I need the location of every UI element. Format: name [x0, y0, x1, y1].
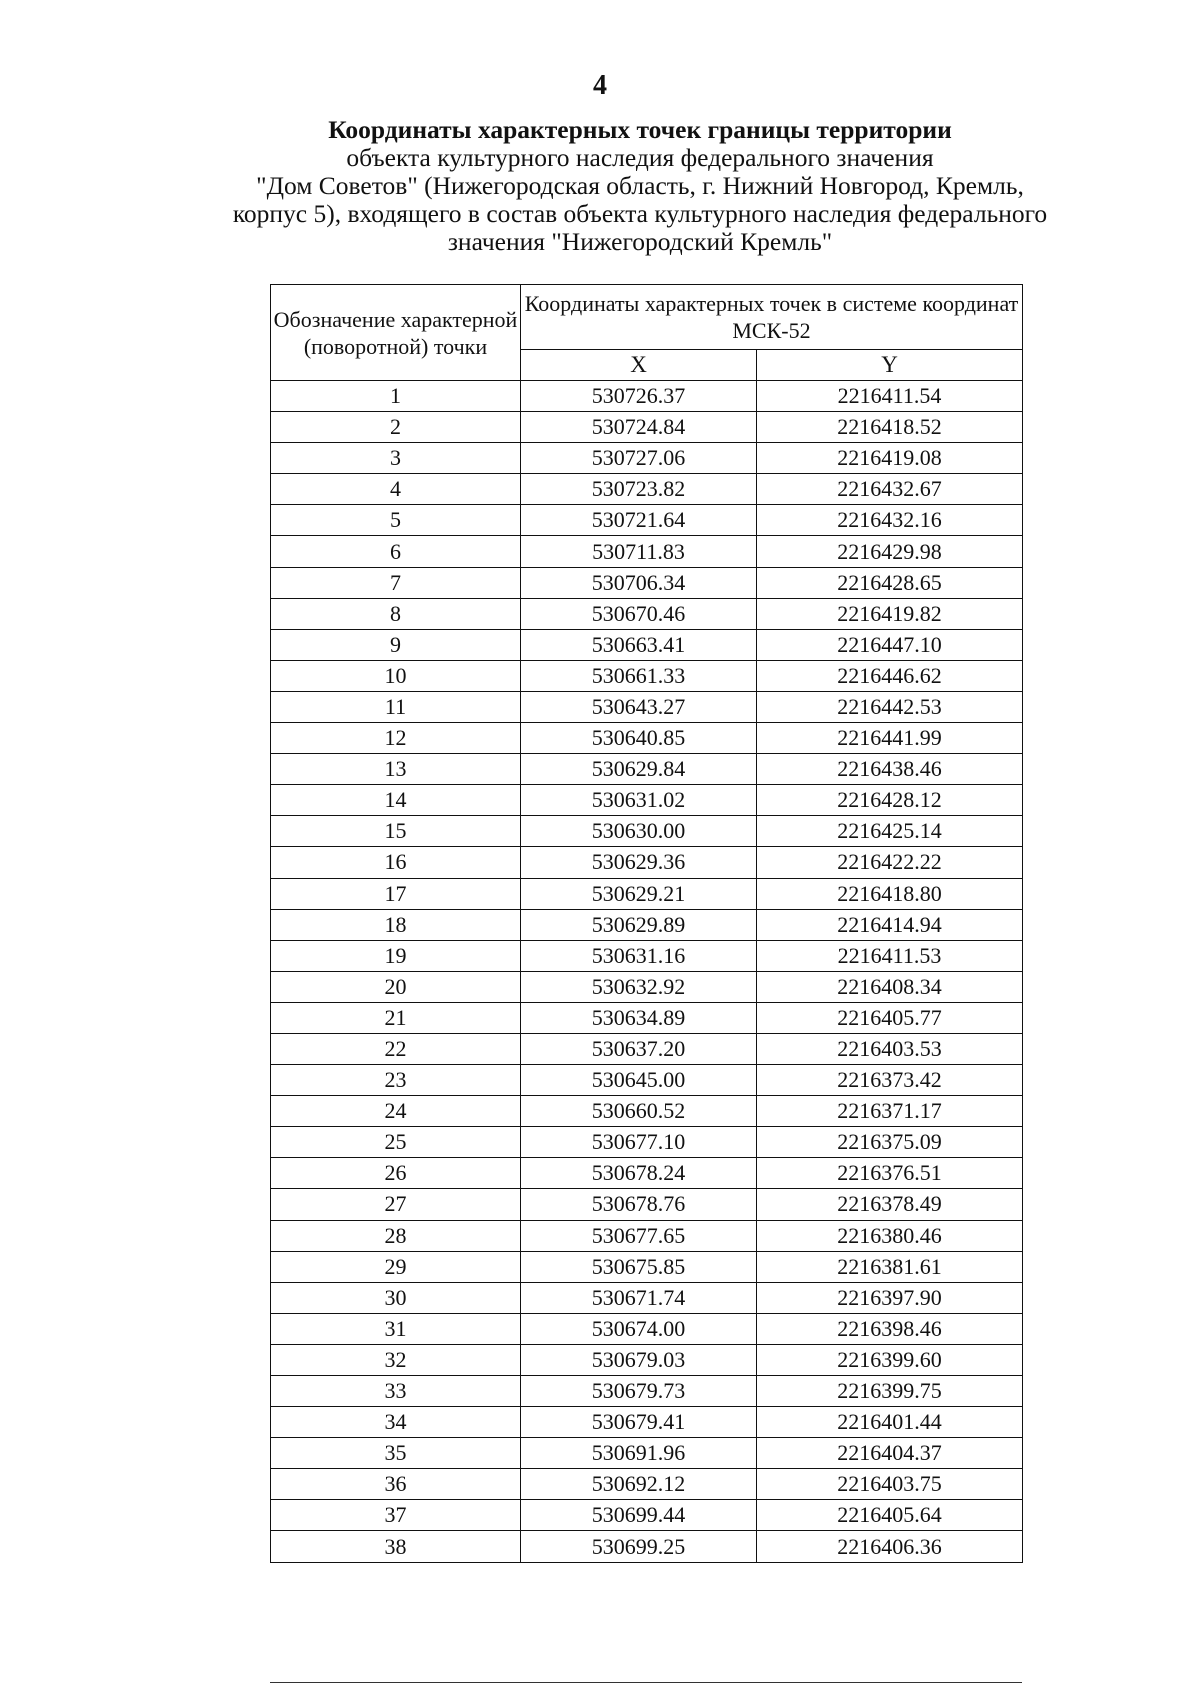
point-number-cell: 16	[271, 847, 521, 878]
point-number-cell: 23	[271, 1065, 521, 1096]
y-coordinate-cell: 2216399.60	[757, 1344, 1023, 1375]
x-coordinate-cell: 530629.84	[521, 754, 757, 785]
table-row	[271, 971, 1023, 1002]
page-number: 4	[593, 70, 607, 101]
point-number-cell: 10	[271, 660, 521, 691]
x-coordinate-cell: 530632.92	[521, 971, 757, 1002]
table-row	[271, 598, 1023, 629]
y-coordinate-cell: 2216422.22	[757, 847, 1023, 878]
y-coordinate-cell: 2216425.14	[757, 816, 1023, 847]
x-coordinate-cell: 530679.03	[521, 1344, 757, 1375]
table-row	[271, 505, 1023, 536]
table-row	[271, 1096, 1023, 1127]
table-row	[271, 1344, 1023, 1375]
point-number-cell: 28	[271, 1220, 521, 1251]
point-number-cell: 37	[271, 1500, 521, 1531]
x-coordinate-cell: 530721.64	[521, 505, 757, 536]
point-number-cell: 24	[271, 1096, 521, 1127]
point-number-cell: 27	[271, 1189, 521, 1220]
y-coordinate-cell: 2216376.51	[757, 1158, 1023, 1189]
table-row	[271, 1376, 1023, 1407]
y-coordinate-cell: 2216375.09	[757, 1127, 1023, 1158]
point-number-cell: 5	[271, 505, 521, 536]
point-number-cell: 34	[271, 1407, 521, 1438]
coordinates-table	[270, 284, 1023, 1563]
x-coordinate-cell: 530706.34	[521, 567, 757, 598]
y-coordinate-cell: 2216418.52	[757, 412, 1023, 443]
x-coordinate-cell: 530675.85	[521, 1251, 757, 1282]
point-number-cell: 22	[271, 1033, 521, 1064]
table-row	[271, 1500, 1023, 1531]
point-number-cell: 9	[271, 629, 521, 660]
y-coordinate-cell: 2216419.82	[757, 598, 1023, 629]
x-coordinate-cell: 530711.83	[521, 536, 757, 567]
y-coordinate-cell: 2216406.36	[757, 1531, 1023, 1562]
title-bold-line: Координаты характерных точек границы территории	[328, 115, 952, 144]
y-coordinate-cell: 2216373.42	[757, 1065, 1023, 1096]
table-row	[271, 381, 1023, 412]
table-row	[271, 940, 1023, 971]
point-number-cell: 13	[271, 754, 521, 785]
x-coordinate-cell: 530691.96	[521, 1438, 757, 1469]
x-coordinate-cell: 530637.20	[521, 1033, 757, 1064]
y-coordinate-cell: 2216404.37	[757, 1438, 1023, 1469]
point-number-cell: 35	[271, 1438, 521, 1469]
x-coordinate-cell: 530629.89	[521, 909, 757, 940]
point-number-cell: 18	[271, 909, 521, 940]
y-coordinate-cell: 2216447.10	[757, 629, 1023, 660]
x-coordinate-cell: 530677.10	[521, 1127, 757, 1158]
y-coordinate-cell: 2216405.77	[757, 1002, 1023, 1033]
document-title	[180, 116, 1100, 256]
point-number-cell: 29	[271, 1251, 521, 1282]
table-row	[271, 878, 1023, 909]
table-row	[271, 1127, 1023, 1158]
header-y: Y	[757, 350, 1023, 381]
table-row	[271, 1002, 1023, 1033]
x-coordinate-cell: 530724.84	[521, 412, 757, 443]
x-coordinate-cell: 530629.21	[521, 878, 757, 909]
table-row	[271, 754, 1023, 785]
point-number-cell: 6	[271, 536, 521, 567]
point-number-cell: 1	[271, 381, 521, 412]
x-coordinate-cell: 530630.00	[521, 816, 757, 847]
x-coordinate-cell: 530671.74	[521, 1282, 757, 1313]
table-row	[271, 785, 1023, 816]
y-coordinate-cell: 2216405.64	[757, 1500, 1023, 1531]
point-number-cell: 31	[271, 1313, 521, 1344]
y-coordinate-cell: 2216428.12	[757, 785, 1023, 816]
y-coordinate-cell: 2216418.80	[757, 878, 1023, 909]
table-row	[271, 1407, 1023, 1438]
x-coordinate-cell: 530678.24	[521, 1158, 757, 1189]
header-point-designation: Обозначение характерной (поворотной) точки	[271, 285, 521, 381]
y-coordinate-cell: 2216399.75	[757, 1376, 1023, 1407]
point-number-cell: 2	[271, 412, 521, 443]
y-coordinate-cell: 2216441.99	[757, 723, 1023, 754]
x-coordinate-cell: 530660.52	[521, 1096, 757, 1127]
table-row	[271, 1438, 1023, 1469]
table-row	[271, 1189, 1023, 1220]
table-body	[271, 381, 1023, 1563]
y-coordinate-cell: 2216429.98	[757, 536, 1023, 567]
y-coordinate-cell: 2216403.53	[757, 1033, 1023, 1064]
bottom-divider	[270, 1682, 1022, 1683]
y-coordinate-cell: 2216414.94	[757, 909, 1023, 940]
y-coordinate-cell: 2216381.61	[757, 1251, 1023, 1282]
x-coordinate-cell: 530679.41	[521, 1407, 757, 1438]
y-coordinate-cell: 2216408.34	[757, 971, 1023, 1002]
point-number-cell: 11	[271, 691, 521, 722]
y-coordinate-cell: 2216378.49	[757, 1189, 1023, 1220]
table-row	[271, 816, 1023, 847]
point-number-cell: 21	[271, 1002, 521, 1033]
x-coordinate-cell: 530634.89	[521, 1002, 757, 1033]
point-number-cell: 14	[271, 785, 521, 816]
table-row	[271, 723, 1023, 754]
x-coordinate-cell: 530631.16	[521, 940, 757, 971]
table-row	[271, 1251, 1023, 1282]
y-coordinate-cell: 2216442.53	[757, 691, 1023, 722]
table-row	[271, 1282, 1023, 1313]
table-row	[271, 1033, 1023, 1064]
x-coordinate-cell: 530699.44	[521, 1500, 757, 1531]
table-row	[271, 536, 1023, 567]
table-row	[271, 1469, 1023, 1500]
y-coordinate-cell: 2216398.46	[757, 1313, 1023, 1344]
table-row	[271, 474, 1023, 505]
y-coordinate-cell: 2216371.17	[757, 1096, 1023, 1127]
point-number-cell: 36	[271, 1469, 521, 1500]
x-coordinate-cell: 530640.85	[521, 723, 757, 754]
x-coordinate-cell: 530661.33	[521, 660, 757, 691]
x-coordinate-cell: 530631.02	[521, 785, 757, 816]
point-number-cell: 4	[271, 474, 521, 505]
title-line: объекта культурного наследия федерального значения	[346, 143, 934, 172]
y-coordinate-cell: 2216397.90	[757, 1282, 1023, 1313]
y-coordinate-cell: 2216438.46	[757, 754, 1023, 785]
table-row	[271, 1220, 1023, 1251]
table-row	[271, 412, 1023, 443]
x-coordinate-cell: 530679.73	[521, 1376, 757, 1407]
y-coordinate-cell: 2216428.65	[757, 567, 1023, 598]
point-number-cell: 30	[271, 1282, 521, 1313]
point-number-cell: 12	[271, 723, 521, 754]
y-coordinate-cell: 2216411.54	[757, 381, 1023, 412]
title-line: значения "Нижегородский Кремль"	[447, 227, 833, 256]
title-line: "Дом Советов" (Нижегородская область, г. Нижний Новгород, Кремль,	[256, 171, 1024, 200]
header-x: X	[521, 350, 757, 381]
point-number-cell: 20	[271, 971, 521, 1002]
x-coordinate-cell: 530670.46	[521, 598, 757, 629]
point-number-cell: 33	[271, 1376, 521, 1407]
x-coordinate-cell: 530663.41	[521, 629, 757, 660]
x-coordinate-cell: 530629.36	[521, 847, 757, 878]
header-coordinates: Координаты характерных точек в системе координат МСК-52	[521, 285, 1023, 350]
point-number-cell: 7	[271, 567, 521, 598]
y-coordinate-cell: 2216411.53	[757, 940, 1023, 971]
point-number-cell: 19	[271, 940, 521, 971]
point-number-cell: 17	[271, 878, 521, 909]
point-number-cell: 32	[271, 1344, 521, 1375]
point-number-cell: 8	[271, 598, 521, 629]
table-row	[271, 1065, 1023, 1096]
y-coordinate-cell: 2216401.44	[757, 1407, 1023, 1438]
y-coordinate-cell: 2216403.75	[757, 1469, 1023, 1500]
table-row	[271, 847, 1023, 878]
x-coordinate-cell: 530678.76	[521, 1189, 757, 1220]
point-number-cell: 26	[271, 1158, 521, 1189]
x-coordinate-cell: 530674.00	[521, 1313, 757, 1344]
point-number-cell: 15	[271, 816, 521, 847]
x-coordinate-cell: 530643.27	[521, 691, 757, 722]
y-coordinate-cell: 2216432.67	[757, 474, 1023, 505]
title-line: корпус 5), входящего в состав объекта культурного наследия федерального	[232, 199, 1048, 228]
table-row	[271, 909, 1023, 940]
table-row	[271, 443, 1023, 474]
y-coordinate-cell: 2216419.08	[757, 443, 1023, 474]
y-coordinate-cell: 2216446.62	[757, 660, 1023, 691]
table-row	[271, 1531, 1023, 1562]
table-row	[271, 660, 1023, 691]
table-row	[271, 1158, 1023, 1189]
x-coordinate-cell: 530723.82	[521, 474, 757, 505]
x-coordinate-cell: 530645.00	[521, 1065, 757, 1096]
x-coordinate-cell: 530677.65	[521, 1220, 757, 1251]
table-row	[271, 691, 1023, 722]
y-coordinate-cell: 2216380.46	[757, 1220, 1023, 1251]
x-coordinate-cell: 530726.37	[521, 381, 757, 412]
point-number-cell: 25	[271, 1127, 521, 1158]
x-coordinate-cell: 530727.06	[521, 443, 757, 474]
x-coordinate-cell: 530699.25	[521, 1531, 757, 1562]
y-coordinate-cell: 2216432.16	[757, 505, 1023, 536]
table-row	[271, 629, 1023, 660]
table-row	[271, 567, 1023, 598]
x-coordinate-cell: 530692.12	[521, 1469, 757, 1500]
table-row	[271, 1313, 1023, 1344]
point-number-cell: 38	[271, 1531, 521, 1562]
point-number-cell: 3	[271, 443, 521, 474]
